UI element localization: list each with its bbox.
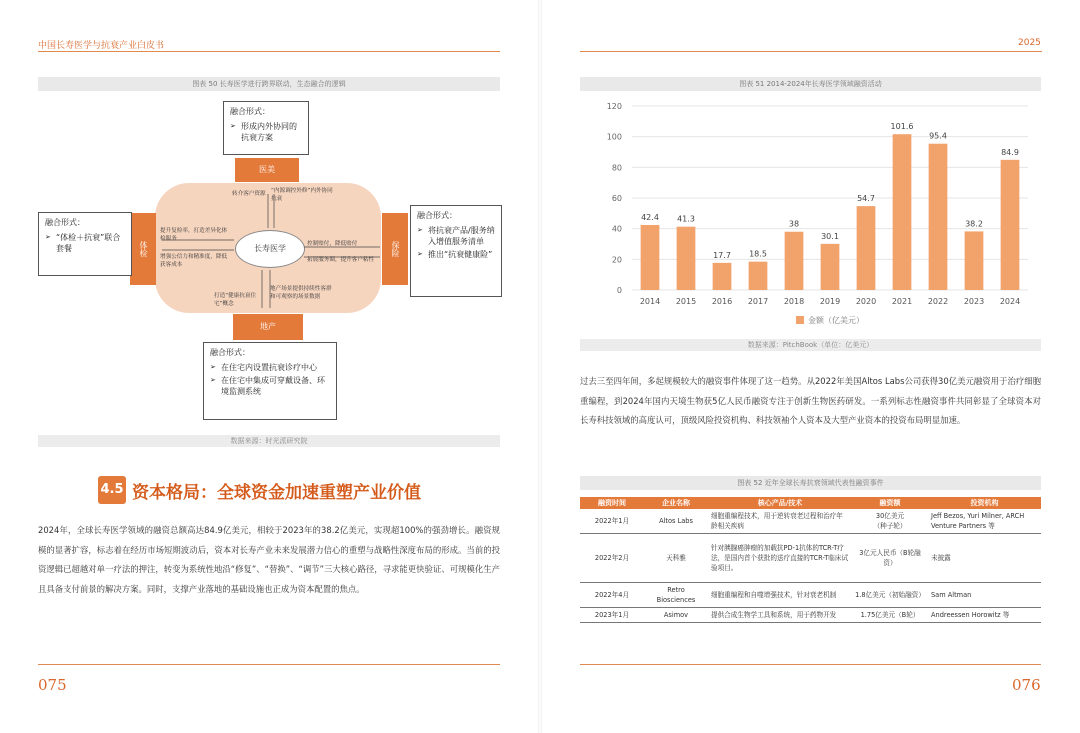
bar: [785, 232, 804, 290]
section-number-badge: 4.5: [98, 476, 126, 504]
flow-arrows: [150, 180, 390, 320]
x-tick-label: 2015: [675, 297, 697, 306]
col-header-company: 企业名称: [644, 497, 708, 509]
bar: [1001, 160, 1020, 290]
cell-date: 2022年1月: [580, 509, 644, 534]
funding-bar-chart: [580, 92, 1041, 338]
bar: [641, 225, 660, 290]
figure-52-title: 图表 52 近年全球长寿抗衰领域代表性融资事件: [580, 476, 1041, 490]
y-tick-label: 0: [616, 286, 622, 295]
bar-value-label: 101.6: [890, 122, 914, 132]
cell-investors: Sam Altman: [928, 583, 1041, 608]
x-tick-label: 2020: [855, 297, 877, 306]
cell-amount: 1.75亿美元（B轮）: [852, 608, 928, 623]
cell-date: 2022年4月: [580, 583, 644, 608]
y-tick-label: 100: [606, 132, 622, 142]
right-box-item: ➢ 将抗衰产品/服务纳入增值服务清单: [417, 225, 495, 247]
table-header-row: [580, 497, 1041, 509]
y-tick-label: 80: [611, 163, 622, 173]
bar-value-label: 95.4: [929, 131, 947, 141]
x-tick-label: 2021: [891, 297, 913, 306]
label-bottom-a: 打造“健康抗衰住宅”概念: [214, 293, 257, 307]
cell-company: Asimov: [644, 608, 708, 623]
left-box-title: 融合形式：: [45, 218, 85, 227]
header-rule-right: [580, 51, 1042, 52]
cell-product: 提供合成生物学工具和系统，用于药物开发: [708, 608, 852, 623]
x-tick-label: 2018: [783, 297, 805, 306]
x-tick-label: 2023: [963, 297, 985, 306]
cell-product: 细胞重编程技术，用于逆转衰老过程和治疗年龄相关疾病: [708, 509, 852, 534]
label-bottom-b: 地产场景提供持续性客群和可观察的场景数据: [270, 286, 332, 300]
y-tick-label: 60: [611, 194, 622, 203]
figure-51-title: 图表 51 2014-2024年长寿医学领域融资活动: [580, 77, 1041, 91]
x-tick-label: 2022: [927, 297, 949, 306]
cell-company: Altos Labs: [644, 509, 708, 534]
cell-company: Retro Biosciences: [644, 583, 708, 608]
cell-company: 天科雅: [644, 534, 708, 583]
table-row: [580, 583, 1041, 608]
bar: [821, 244, 840, 290]
right-fusion-box: [410, 205, 502, 297]
figure-50-title: 图表 50 长寿医学进行跨界联动，生态融合的逻辑: [38, 77, 500, 91]
right-box-item: ➢ 推出“抗衰健康险”: [417, 249, 495, 260]
col-header-date: 融资时间: [580, 497, 644, 509]
legend-label: 金额（亿美元）: [808, 316, 864, 325]
cell-amount: 3亿元人民币（B轮融资）: [852, 534, 928, 583]
table-row: [580, 534, 1041, 583]
top-fusion-box: [223, 101, 309, 155]
bar-value-label: 17.7: [713, 250, 731, 260]
bar: [857, 206, 876, 290]
bar-value-label: 41.3: [677, 214, 695, 224]
bar-value-label: 54.7: [857, 194, 875, 204]
bottom-box-item: ➢ 在住宅内设置抗衰诊疗中心: [210, 362, 330, 373]
funding-events-table: [580, 497, 1041, 623]
footer-rule-right: [580, 664, 1041, 665]
section-title: 资本格局：全球资金加速重塑产业价值: [132, 483, 421, 503]
y-tick-label: 120: [606, 102, 622, 111]
table-row: [580, 608, 1041, 623]
x-tick-label: 2024: [999, 297, 1021, 306]
tab-health-check: 体检: [130, 213, 156, 285]
y-tick-label: 40: [611, 224, 622, 234]
x-tick-label: 2016: [711, 297, 733, 306]
cell-amount: 1.8亿美元（初始融资）: [852, 583, 928, 608]
bar: [677, 227, 696, 290]
page-number-left: 075: [38, 676, 67, 694]
bar: [893, 134, 912, 290]
label-left-a: 提升复检率，打造差异化体检服务: [160, 228, 228, 242]
bar-value-label: 38: [788, 219, 800, 229]
y-tick-label: 20: [611, 255, 622, 265]
cell-investors: Andreessen Horowitz 等: [928, 608, 1041, 623]
running-header-year: 2025: [1018, 38, 1041, 48]
header-rule-left: [38, 51, 500, 52]
tab-insurance: 保险: [382, 213, 408, 285]
cell-date: 2022年2月: [580, 534, 644, 583]
legend-swatch: [796, 316, 804, 324]
figure-51-source: 数据来源：PitchBook（单位：亿美元）: [580, 339, 1041, 351]
page-number-right: 076: [1012, 676, 1041, 694]
cell-product: 针对胰腺癌肿瘤的加载抗PD-1抗体的TCR-T疗法，是国内首个获批的送疗直接的TCR-T临床试验项目。: [708, 534, 852, 583]
bar-value-label: 18.5: [749, 249, 767, 259]
right-body-paragraph: 过去三至四年间，多起规模较大的融资事件体现了这一趋势。从2022年美国Altos Labs公司获得30亿美元融资用于治疗细胞重编程，到2024年国内天境生物获5亿人民币融资专注于创新生物医药研发。一系列标志性融资事件共同彰显了全球资本对长寿科技领域的高度认可，顶级风险投资机构、科技领袖个人资本及大型产业资本的投资布局明显加速。: [580, 376, 1041, 425]
top-box-item: ➢ 形成内外协同的抗衰方案: [230, 121, 302, 143]
page-gutter: [538, 0, 542, 733]
left-box-item: ➢ “体检＋抗衰”联合套餐: [45, 232, 125, 254]
bar-value-label: 30.1: [821, 231, 839, 241]
footer-rule-left: [38, 664, 500, 665]
col-header-investors: 投资机构: [928, 497, 1041, 509]
bottom-fusion-box: [203, 342, 337, 420]
bar-value-label: 42.4: [641, 212, 659, 222]
left-body-paragraph: 2024年，全球长寿医学领域的融资总额高达84.9亿美元，相较于2023年的38.2亿美元，实现超100%的强劲增长。融资规模的显著扩容，标志着在经历市场短期波动后，资本对长寿产业未来发展潜力信心的重塑与战略性深度布局的形成。当前的投资逻辑已超越对单一疗法的押注，转变为系统性地沿“修复”、“替换”、“调节”三大核心路径，寻求能更快验证、可规模化生产且具备支付前景的解决方案。同时，支撑产业落地的基础设施也正成为资本配置的焦点。: [38, 525, 500, 594]
cell-date: 2023年1月: [580, 608, 644, 623]
bar: [929, 144, 948, 290]
bottom-box-title: 融合形式：: [210, 348, 250, 357]
label-right-a: 控制赔付，降低赔付: [307, 241, 358, 247]
running-header-title: 中国长寿医学与抗衰产业白皮书: [38, 41, 165, 51]
label-right-b: 拓展服务圈，提升客户粘性: [307, 257, 375, 263]
label-top-b: “内源调控外修”内外协同抗衰: [271, 188, 333, 202]
right-box-title: 融合形式：: [417, 211, 457, 220]
x-tick-label: 2014: [639, 297, 661, 306]
col-header-product: 核心产品/技术: [708, 497, 852, 509]
cell-amount: 30亿美元 （种子轮）: [852, 509, 928, 534]
top-box-title: 融合形式：: [230, 107, 270, 116]
tab-medical-aesthetics: 医美: [235, 158, 299, 182]
x-tick-label: 2019: [819, 297, 841, 306]
bar: [713, 263, 732, 290]
figure-50-source: 数据来源：时光派研究院: [38, 435, 500, 447]
label-top-a: 转介客户资源: [232, 191, 266, 197]
cell-investors: 未披露: [928, 534, 1041, 583]
tab-real-estate: 地产: [233, 314, 303, 340]
bar-value-label: 84.9: [1001, 147, 1019, 157]
bar: [749, 262, 768, 290]
cell-product: 细胞重编程和自噬增强技术，针对衰老机制: [708, 583, 852, 608]
bar-value-label: 38.2: [965, 219, 983, 229]
bottom-box-item: ➢ 在住宅中集成可穿戴设备、环境监测系统: [210, 375, 330, 397]
label-left-b: 增强公信力和精准度，降低获客成本: [160, 254, 228, 268]
center-longevity-medicine: 长寿医学: [235, 230, 305, 268]
x-tick-label: 2017: [747, 297, 769, 306]
cell-investors: Jeff Bezos, Yuri Milner, ARCH Venture Partners 等: [928, 509, 1041, 534]
left-fusion-box: [38, 212, 132, 276]
bar: [965, 231, 984, 290]
table-row: [580, 509, 1041, 534]
col-header-amount: 融资额: [852, 497, 928, 509]
